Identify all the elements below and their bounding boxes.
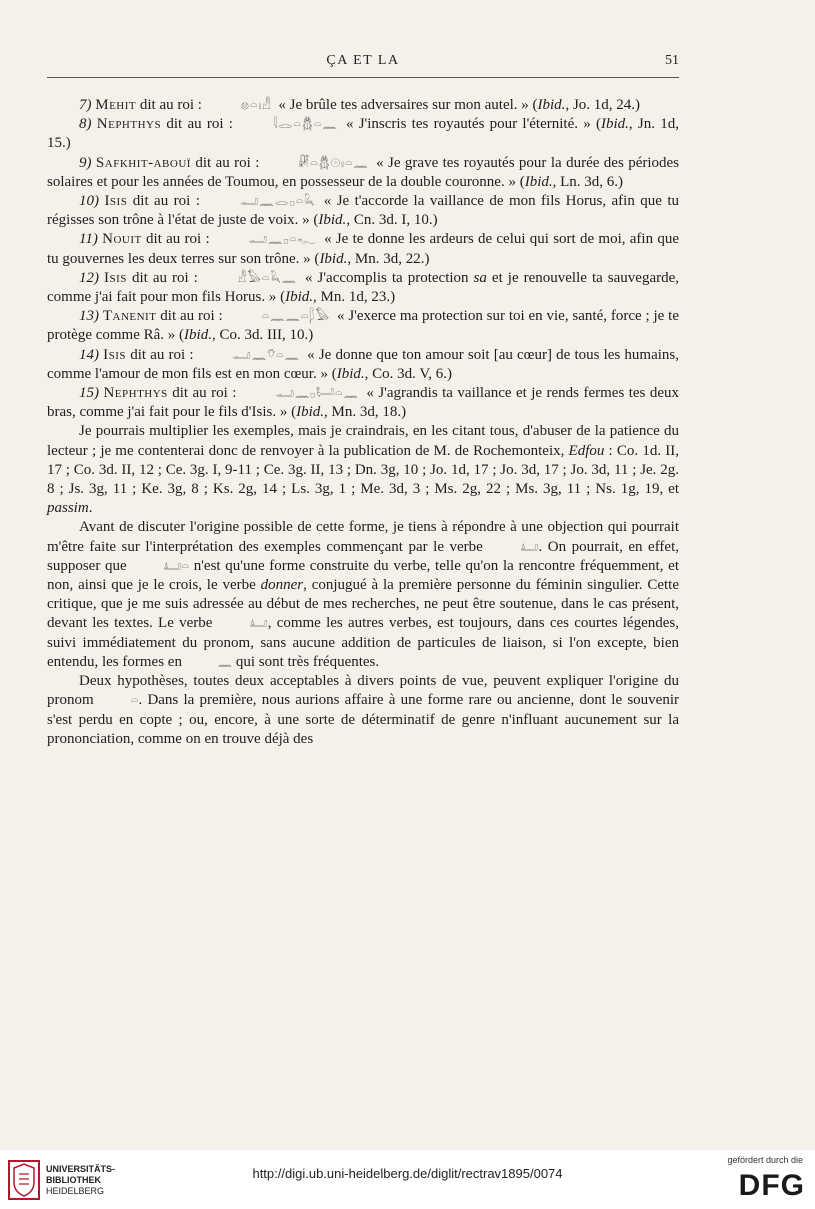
hieroglyph-group: 𓊖𓏏𓏤𓀭 bbox=[240, 98, 272, 112]
hieroglyph-inline: 𓏏 bbox=[130, 693, 139, 708]
paragraph-references: Je pourrais multiplier les exemples, mais je craindrais, en les citant tous, d'abuser de la patience du lecteur ; je me contenterai donc de renvoyer à la publication de M. de Rochemonteix, Edfou : Co. 1d. II, 17 ; Co. 3d. II, 12 ; Ce. 3g. I, 9-11 ; Ce. 3g. II, 13 ; Dn. 3g, 10 ; Jo. 1d, 17 ; Jo. 3d, 17 ; Jo. 3d, 11 ; Je. 2g. 8 ; Js. 3g, 11 ; Ke. 3g, 8 ; Ks. 2g, 14 ; Ls. 3g, 1 ; Me. 3d, 3 ; Ms. 2g, 22 ; Ms. 3g, 11 ; Ns. 1g, 19, et passim. bbox=[47, 423, 679, 517]
entry-11: 11) Nouit dit au roi : 𓂝𓈖𓊪𓏏𓆑 « Je te donne les ardeurs de celui qui sort de moi, afin que tu gouvernes les deux terres sur son trône. » (Ibid., Mn. 3d, 22.) bbox=[47, 231, 680, 267]
entry-15: 15) Nephthys dit au roi : 𓂝𓈖𓊪𓂡𓏏𓈖 « J'agrandis ta vaillance et je rends fermes tes deux bras, comme j'ai fait pour le fils d'Isis. » (Ibid., Mn. 3d, 18.) bbox=[47, 385, 679, 421]
hieroglyph-inline: 𓂞𓏏 bbox=[163, 558, 190, 573]
hieroglyph-group: 𓂝𓈖𓂋𓊪𓏏𓆗 bbox=[240, 194, 316, 209]
library-name: UNIVERSITÄTS- BIBLIOTHEK HEIDELBERG bbox=[46, 1164, 116, 1196]
paragraph-hypotheses: Deux hypothèses, toutes deux acceptables à divers points de vue, peuvent expliquer l'origine du pronom 𓏏. Dans la première, nous aurions affaire à une forme rare ou ancienne, dont le souvenir s'est perdu en copte ; ou, encore, à une sorte de déterminatif de genre n'influant aucunement sur la prononciation, comme on en trouve déjà des bbox=[47, 673, 679, 747]
hieroglyph-inline: 𓂞 bbox=[249, 616, 268, 631]
header-rule bbox=[47, 77, 679, 78]
dfg-logo: DFG bbox=[738, 1169, 805, 1202]
page-number: 51 bbox=[665, 53, 679, 68]
entry-12: 12) Isis dit au roi : 𓀭𓅃𓏏𓆗𓈖 « J'accomplis ta protection sa et je renouvelle ta sauvegarde, comme j'ai fait pour mon fils Horus. » (Ibid., Mn. 1d, 23.) bbox=[47, 269, 680, 306]
hieroglyph-group: 𓂝𓈖𓄣𓏏𓈖 bbox=[232, 347, 301, 362]
entry-13: 13) Tanenit dit au roi : 𓏏𓈖𓈖𓏏𓆄𓅃 « J'exerce ma protection sur toi en vie, santé, force ; je te protège comme Râ. » (Ibid., Co. 3d. III, 10.) bbox=[47, 308, 679, 344]
hieroglyph-group: 𓏞𓏏𓆣𓇳𓏤𓏏𓈖 bbox=[298, 155, 369, 170]
funder-caption: gefördert durch die bbox=[727, 1155, 803, 1165]
hieroglyph-group: 𓂝𓈖𓊪𓏏𓆑 bbox=[248, 232, 317, 247]
entry-10: 10) Isis dit au roi : 𓂝𓈖𓂋𓊪𓏏𓆗 « Je t'accorde la vaillance de mon fils Horus, afin que tu régisses son trône à l'état de juste de voix. » (Ibid., Cn. 3d. I, 10.) bbox=[47, 193, 679, 229]
hieroglyph-inline: 𓈖 bbox=[217, 654, 233, 669]
hieroglyph-inline: 𓂞 bbox=[520, 539, 539, 554]
header-title: ÇA ET LA bbox=[326, 53, 400, 68]
hieroglyph-group: 𓂝𓈖𓊪𓂡𓏏𓈖 bbox=[275, 386, 359, 401]
entry-9: 9) Safkhit-abouï dit au roi : 𓏞𓏏𓆣𓇳𓏤𓏏𓈖 « Je grave tes royautés pour la durée des périodes solaires et pour les années de Toumou, en possesseur de la double couronne. » (Ibid., Ln. 3d, 6.) bbox=[47, 154, 680, 190]
hieroglyph-group: 𓏏𓈖𓈖𓏏𓆄𓅃 bbox=[261, 309, 331, 324]
permalink-url[interactable]: http://digi.ub.uni-heidelberg.de/diglit/rectrav1895/0074 bbox=[252, 1166, 563, 1181]
viewer-footer bbox=[0, 1150, 815, 1209]
running-header bbox=[47, 50, 679, 74]
hieroglyph-group: 𓇋𓂋𓏏𓆣𓏏𓈖 bbox=[273, 117, 338, 132]
paragraph-objection: Avant de discuter l'origine possible de cette forme, je tiens à répondre à une objection qui pourrait m'être faite sur l'interprétation des exemples commençant par le verbe 𓂞. On pourrait, en effet, supposer que 𓂞𓏏 n'est qu'une forme construite du verbe, telle qu'on la rencontre fréquemment, et non, ainsi que je le crois, le verbe donner, conjugué à la première personne du féminin singulier. Cette critique, que je me suis adressée au début de mes recherches, ne peut être soutenue, dans le cas présent, devant les textes. Le verbe 𓂞, comme les autres verbes, est toujours, dans ces courtes légendes, suivi immédiatement du pronom, sans aucune addition de particules de liaison, si l'on excepte, bien entendu, les formes en 𓈖 qui sont très fréquentes. bbox=[47, 518, 679, 672]
page-body bbox=[47, 96, 679, 749]
entry-14: 14) Isis dit au roi : 𓂝𓈖𓄣𓏏𓈖 « Je donne que ton amour soit [au cœur] de tous les humains, comme l'amour de mon fils est en mon cœur. » (Ibid., Co. 3d. V, 6.) bbox=[47, 346, 679, 382]
entry-8: 8) Nephthys dit au roi : 𓇋𓂋𓏏𓆣𓏏𓈖 « J'inscris tes royautés pour l'éternité. » (Ibid., Jn. 1d, 15.) bbox=[47, 116, 680, 152]
entry-7: 7) Mehit dit au roi : 𓊖𓏏𓏤𓀭 « Je brûle tes adversaires sur mon autel. » (Ibid., Jo. 1d, 24.) bbox=[47, 96, 679, 115]
hieroglyph-group: 𓀭𓅃𓏏𓆗𓈖 bbox=[237, 270, 297, 285]
